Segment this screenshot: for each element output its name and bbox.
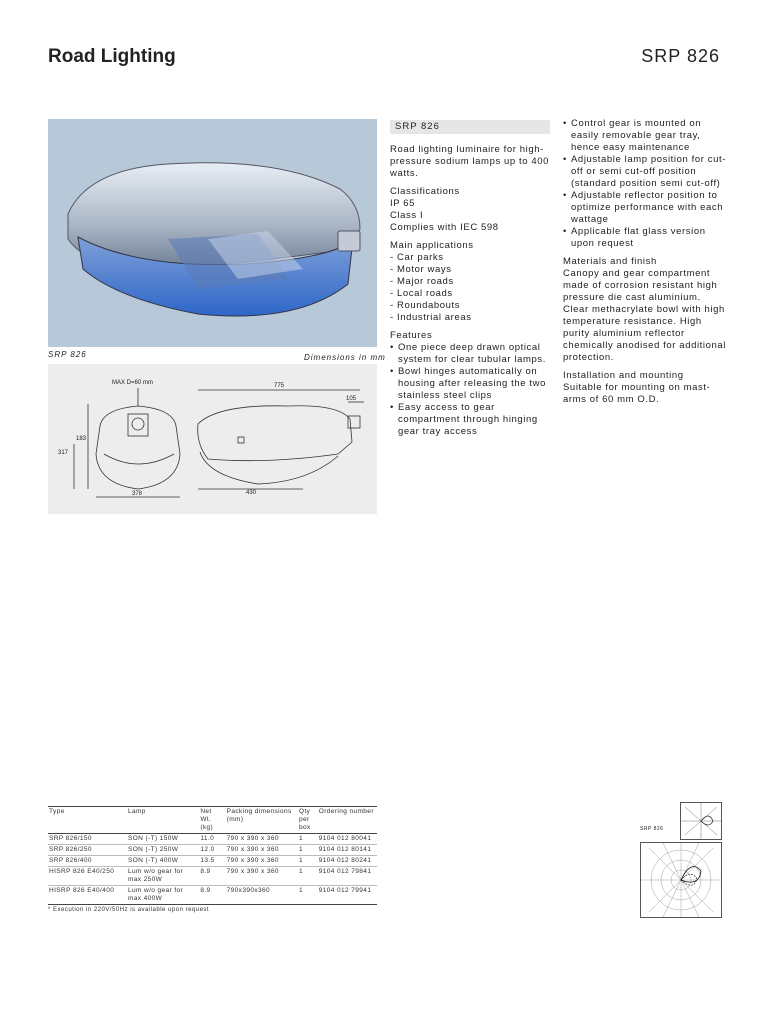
column-header-packing: Packing dimensions (mm) <box>226 808 292 823</box>
drawing-label-length: 775 <box>274 383 285 389</box>
cell-type: HISRP 826 E40/400 <box>49 887 115 894</box>
cell-type: SRP 826/150 <box>49 835 92 842</box>
cell-qty: 1 <box>299 835 304 842</box>
ordering-table <box>48 806 377 913</box>
cell-weight: 8.9 <box>200 868 211 875</box>
drawing-label-height-top: 105 <box>346 396 357 402</box>
cell-ordering: 9104 012 79841 <box>318 868 372 875</box>
application-item: - Roundabouts <box>390 300 550 312</box>
cell-packing: 790 x 390 x 360 <box>226 868 279 875</box>
feature-item: • Adjustable lamp position for cut-off or semi cut-off position (standard position semi cut-off) <box>563 154 726 190</box>
drawing-label-430: 430 <box>246 490 257 496</box>
materials-text: Canopy and gear compartment made of corrosion resistant high pressure die cast aluminium. Clear methacrylate bowl with high temperature resistance. High purity aluminium reflector chemically anodised for additional protection. <box>563 268 726 363</box>
cell-lamp: SON (-T) 400W <box>127 857 179 864</box>
application-item: - Local roads <box>390 288 550 300</box>
description-column-1 <box>390 120 550 444</box>
description-column-2 <box>563 118 726 412</box>
application-item: - Motor ways <box>390 264 550 276</box>
cell-ordering: 9104 012 79941 <box>318 887 372 894</box>
table-header-row <box>48 807 377 834</box>
drawing-label-183: 183 <box>76 436 87 442</box>
column-header-weight: Net Wt. (kg) <box>200 808 214 831</box>
drawing-label-max: MAX D=60 mm <box>112 380 153 386</box>
cell-qty: 1 <box>299 868 304 875</box>
cell-type: SRP 826/250 <box>49 846 92 853</box>
polar-diagram-small <box>680 802 722 840</box>
cell-lamp: SON (-T) 250W <box>127 846 179 853</box>
cell-ordering: 9104 012 80141 <box>318 846 372 853</box>
classifications-heading: Classifications <box>390 186 460 197</box>
classifications-list <box>390 198 550 234</box>
photo-caption: SRP 826 <box>48 350 87 359</box>
features-list <box>390 342 550 438</box>
dimension-drawing <box>48 364 377 514</box>
application-item: - Car parks <box>390 252 550 264</box>
intro-text: Road lighting luminaire for high-pressure sodium lamps up to 400 watts. <box>390 144 550 179</box>
application-item: - Industrial areas <box>390 312 550 324</box>
classification-item: Complies with IEC 598 <box>390 222 499 233</box>
features-list-continued <box>563 118 726 250</box>
applications-list <box>390 252 550 324</box>
cell-weight: 11.0 <box>200 835 215 842</box>
feature-item: • Control gear is mounted on easily removable gear tray, hence easy maintenance <box>563 118 726 154</box>
classification-item: IP 65 <box>390 198 416 209</box>
cell-type: HISRP 826 E40/250 <box>49 868 115 875</box>
table-footnote: * Execution in 220V/50Hz is available upon request <box>48 907 210 913</box>
column-header-lamp: Lamp <box>127 808 146 815</box>
table-row <box>48 845 377 856</box>
cell-ordering: 9104 012 80041 <box>318 835 372 842</box>
drawing-label-width: 378 <box>132 491 143 497</box>
dimensions-caption: Dimensions in mm <box>304 353 386 362</box>
cell-qty: 1 <box>299 846 304 853</box>
table-row <box>48 886 377 905</box>
application-item: - Major roads <box>390 276 550 288</box>
drawing-label-317: 317 <box>58 450 69 456</box>
feature-item: • Adjustable reflector position to optimize performance with each wattage <box>563 190 726 226</box>
product-photo <box>48 119 377 347</box>
applications-heading: Main applications <box>390 240 474 251</box>
table-row <box>48 834 377 845</box>
cell-qty: 1 <box>299 887 304 894</box>
table-row <box>48 856 377 867</box>
cell-lamp: SON (-T) 150W <box>127 835 179 842</box>
cell-packing: 790 x 390 x 360 <box>226 846 279 853</box>
cell-weight: 13.5 <box>200 857 215 864</box>
page-title: Road Lighting <box>48 46 176 67</box>
column-header-ordering: Ordering number <box>318 808 374 815</box>
materials-heading: Materials and finish <box>563 256 657 267</box>
cell-qty: 1 <box>299 857 304 864</box>
cell-packing: 790 x 390 x 360 <box>226 857 279 864</box>
cell-packing: 790x390x360 <box>226 887 271 894</box>
feature-item: • Bowl hinges automatically on housing after releasing the two stainless steel clips <box>390 366 550 402</box>
model-number: SRP 826 <box>641 46 720 66</box>
features-heading: Features <box>390 330 433 341</box>
cell-ordering: 9104 012 80241 <box>318 857 372 864</box>
feature-item: • One piece deep drawn optical system for clear tubular lamps. <box>390 342 550 366</box>
cell-weight: 8.9 <box>200 887 211 894</box>
polar-diagram-main <box>640 842 722 918</box>
table-row <box>48 867 377 886</box>
cell-lamp: Lum w/o gear for max 400W <box>127 887 184 902</box>
feature-item: • Applicable flat glass version upon request <box>563 226 726 250</box>
cell-packing: 790 x 390 x 360 <box>226 835 279 842</box>
feature-item: • Easy access to gear compartment through hinging gear tray access <box>390 402 550 438</box>
cell-weight: 12.0 <box>200 846 215 853</box>
installation-heading: Installation and mounting <box>563 370 684 381</box>
column-header-qty: Qty per box <box>299 808 311 831</box>
classification-item: Class I <box>390 210 424 221</box>
cell-lamp: Lum w/o gear for max 250W <box>127 868 184 883</box>
model-tag: SRP 826 <box>390 120 550 134</box>
installation-text: Suitable for mounting on mast-arms of 60 mm O.D. <box>563 382 711 405</box>
polar-diagram-label: SRP 826 <box>640 826 664 832</box>
cell-type: SRP 826/400 <box>49 857 92 864</box>
column-header-type: Type <box>49 808 65 815</box>
